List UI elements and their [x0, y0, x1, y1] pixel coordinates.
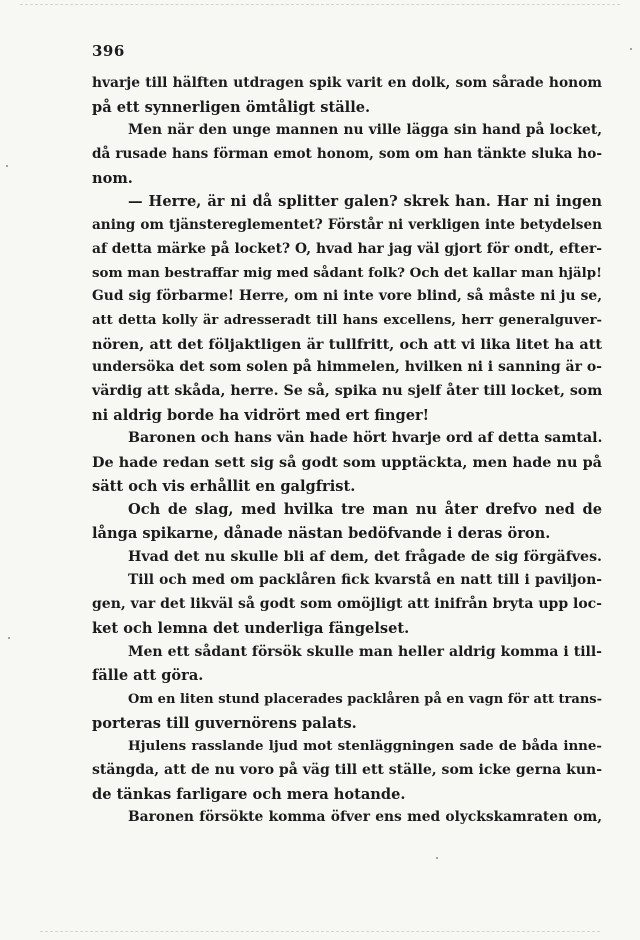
text-line: af detta märke på locket? O, hvad har jag väl gjort för ondt, efter-: [92, 240, 602, 257]
scan-speck: [436, 857, 438, 859]
text-line: Hvad det nu skulle bli af dem, det frågade de sig förgäfves.: [128, 548, 602, 565]
body-text: [92, 72, 602, 830]
scan-speck: [630, 48, 632, 50]
text-line: — Herre, är ni då splitter galen? skrek han. Har ni ingen: [128, 193, 602, 211]
text-line: Och de slag, med hvilka tre man nu åter drefvo ned de: [128, 501, 602, 519]
page-number: 396: [92, 42, 125, 60]
text-line: de tänkas farligare och mera hotande.: [92, 785, 406, 803]
text-line: Men ett sådant försök skulle man heller aldrig komma i till-: [128, 643, 602, 660]
text-line: Hjulens rasslande ljud mot stenläggningen sade de båda inne-: [128, 738, 602, 755]
text-line: sätt och vis erhållit en galgfrist.: [92, 477, 356, 495]
text-line: Baronen försökte komma öfver ens med olyckskamraten om,: [128, 809, 602, 826]
text-line: att detta kolly är adresseradt till hans excellens, herr generalguver-: [92, 312, 602, 328]
top-edge-marks: [20, 4, 620, 7]
text-line: De hade redan sett sig så godt som upptäckta, men hade nu på: [92, 454, 602, 471]
text-line: ni aldrig borde ha vidrört med ert finger!: [92, 406, 430, 424]
scan-speck: [8, 637, 10, 639]
text-line: nom.: [92, 169, 133, 187]
bottom-edge-marks: [40, 931, 600, 934]
text-line: Till och med om packlåren fick kvarstå en natt till i paviljon-: [128, 572, 602, 589]
text-line: Om en liten stund placerades packlåren på en vagn för att trans-: [128, 691, 602, 707]
text-line: värdig att skåda, herre. Se så, spika nu sjelf åter till locket, som: [92, 382, 603, 399]
text-line: då rusade hans förman emot honom, som om han tänkte sluka ho-: [92, 146, 602, 163]
text-line: hvarje till hälften utdragen spik varit en dolk, som sårade honom: [92, 75, 602, 91]
text-line: gen, var det likväl så godt som omöjligt att inifrån bryta upp loc-: [92, 596, 602, 613]
text-line: fälle att göra.: [92, 667, 204, 685]
text-line: aning om tjänstereglementet? Förstår ni verkligen inte betydelsen: [92, 217, 602, 234]
text-line: som man bestraffar mig med sådant folk? Och det kallar man hjälp!: [92, 264, 602, 281]
text-line: Men när den unge mannen nu ville lägga sin hand på locket,: [128, 122, 602, 139]
text-line: nören, att det följaktligen är tullfritt, och att vi lika litet ha att: [92, 335, 602, 353]
text-line: porteras till guvernörens palats.: [92, 714, 357, 732]
text-line: undersöka det som solen på himmelen, hvilken ni i sanning är o-: [92, 359, 602, 376]
scan-speck: [6, 165, 8, 167]
text-line: långa spikarne, dånade nästan bedöfvande i deras öron.: [92, 525, 551, 543]
text-line: Gud sig förbarme! Herre, om ni inte vore blind, så måste ni ju se,: [92, 288, 602, 305]
text-line: stängda, att de nu voro på väg till ett ställe, som icke gerna kun-: [92, 761, 602, 778]
text-line: Baronen och hans vän hade hört hvarje ord af detta samtal.: [128, 430, 603, 447]
text-line: ket och lemna det underliga fängelset.: [92, 619, 410, 637]
text-line: på ett synnerligen ömtåligt ställe.: [92, 98, 371, 116]
